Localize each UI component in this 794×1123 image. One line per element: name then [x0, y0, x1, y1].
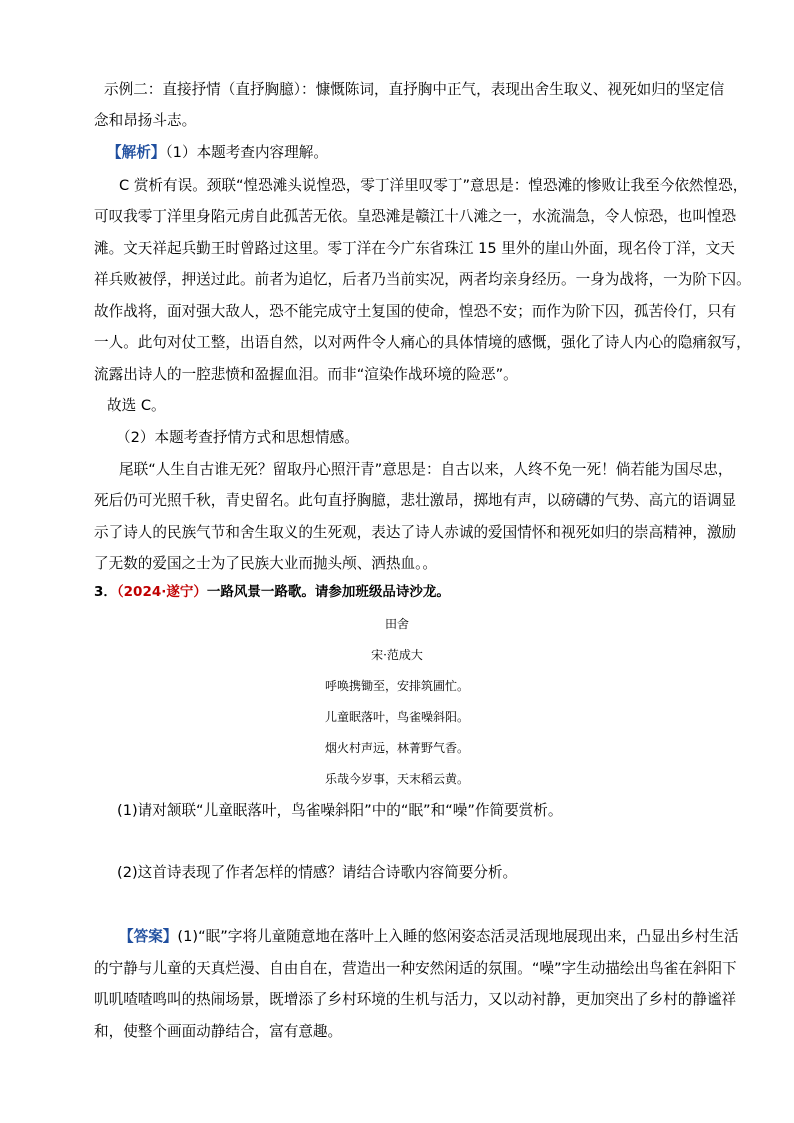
analysis-q1-line: 流露出诗人的一腔悲愤和盈握血泪。而非“渲染作战环境的险恶”。	[94, 366, 518, 383]
question-prompt: 一路风景一路歌。请参加班级品诗沙龙。	[206, 584, 450, 600]
poem-line: 烟火村声远，林菁野气香。	[324, 741, 469, 755]
analysis-tag: 【解析】	[107, 144, 166, 161]
poem-title: 田舍	[384, 617, 409, 631]
poem-line: 儿童眠落叶，鸟雀噪斜阳。	[324, 710, 469, 724]
analysis-header	[107, 143, 328, 163]
analysis-q1-line: C 赏析有误。颈联“惶恐滩头说惶恐，零丁洋里叹零丁”意思是：惶恐滩的惨败让我至今依然惶恐，	[119, 177, 748, 194]
poem-author: 宋·范成大	[371, 648, 423, 662]
question-number: 3．	[94, 584, 117, 600]
answer-line: 的宁静与儿童的天真烂漫、自由自在，营造出一种安然闲适的氛围。“噪”字生动描绘出鸟雀在斜阳下	[94, 960, 737, 977]
poem-line: 呼唤携锄至，安排筑圃忙。	[324, 679, 469, 693]
analysis-q2-line: 示了诗人的民族气节和舍生取义的生死观，表达了诗人赤诚的爱国情怀和视死如归的崇高精神，激励	[94, 524, 737, 541]
question-3-heading	[94, 582, 450, 602]
analysis-q2-line: 死后仍可光照千秋，青史留名。此句直抒胸臆，悲壮激昂，掷地有声，以磅礴的气势、高亢的语调显	[94, 492, 737, 509]
question-source: （2024·遂宁）	[116, 584, 207, 600]
analysis-q1-line: 滩。文天祥起兵勤王时曾路过这里。零丁洋在今广东省珠江 15 里外的崖山外面，现名伶丁洋，文天	[94, 240, 735, 257]
analysis-q1-line: 可叹我零丁洋里身陷元虏自此孤苦无依。皇恐滩是赣江十八滩之一，水流湍急，令人惊恐，也叫惶恐	[94, 208, 737, 225]
answer-first-line	[119, 927, 739, 947]
example2-line-2: 念和昂扬斗志。	[94, 112, 197, 129]
answer-line: 和，使整个画面动静结合，富有意趣。	[94, 1023, 343, 1040]
analysis-q2-line: 尾联“人生自古谁无死？留取丹心照汗青”意思是：自古以来，人终不免一死！倘若能为国尽忠，	[119, 461, 733, 478]
answer-line: 叽叽喳喳鸣叫的热闹场景，既增添了乡村环境的生机与活力，又以动衬静，更加突出了乡村的静谧祥	[94, 991, 737, 1008]
subquestion-2: (2)这首诗表现了作者怎样的情感？请结合诗歌内容简要分析。	[117, 864, 518, 881]
analysis-q2-intro: （2）本题考查抒情方式和思想情感。	[116, 429, 359, 446]
analysis-q1-line: 故作战将，面对强大敌人，恐不能完成守土复国的使命，惶恐不安；而作为阶下囚，孤苦伶仃，只有	[94, 303, 737, 320]
analysis-q1-choice: 故选 C。	[107, 397, 166, 414]
analysis-q2-line: 了无数的爱国之士为了民族大业而抛头颅、洒热血。。	[94, 555, 437, 572]
answer-text: (1)“眠”字将儿童随意地在落叶上入睡的悠闲姿态活灵活现地展现出来，凸显出乡村生活	[177, 928, 739, 945]
analysis-q1-line: 祥兵败被俘，押送过此。前者为追忆，后者乃当前实况，两者均亲身经历。一身为战将，一为阶下囚。	[94, 271, 751, 288]
analysis-q1-line: 一人。此句对仗工整，出语自然，以对两件令人痛心的具体情境的感慨，强化了诗人内心的隐痛叙写，	[94, 334, 751, 351]
subquestion-1: (1)请对颔联“儿童眠落叶，鸟雀噪斜阳”中的“眠”和“噪”作简要赏析。	[117, 802, 563, 819]
poem-line: 乐哉今岁事，天末稻云黄。	[324, 772, 469, 786]
example2-line-1: 示例二：直接抒情（直抒胸臆）：慷慨陈词，直抒胸中正气，表现出舍生取义、视死如归的坚定信	[104, 81, 725, 98]
analysis-q1-intro: （1）本题考查内容理解。	[165, 144, 328, 161]
answer-tag: 【答案】	[119, 928, 178, 945]
